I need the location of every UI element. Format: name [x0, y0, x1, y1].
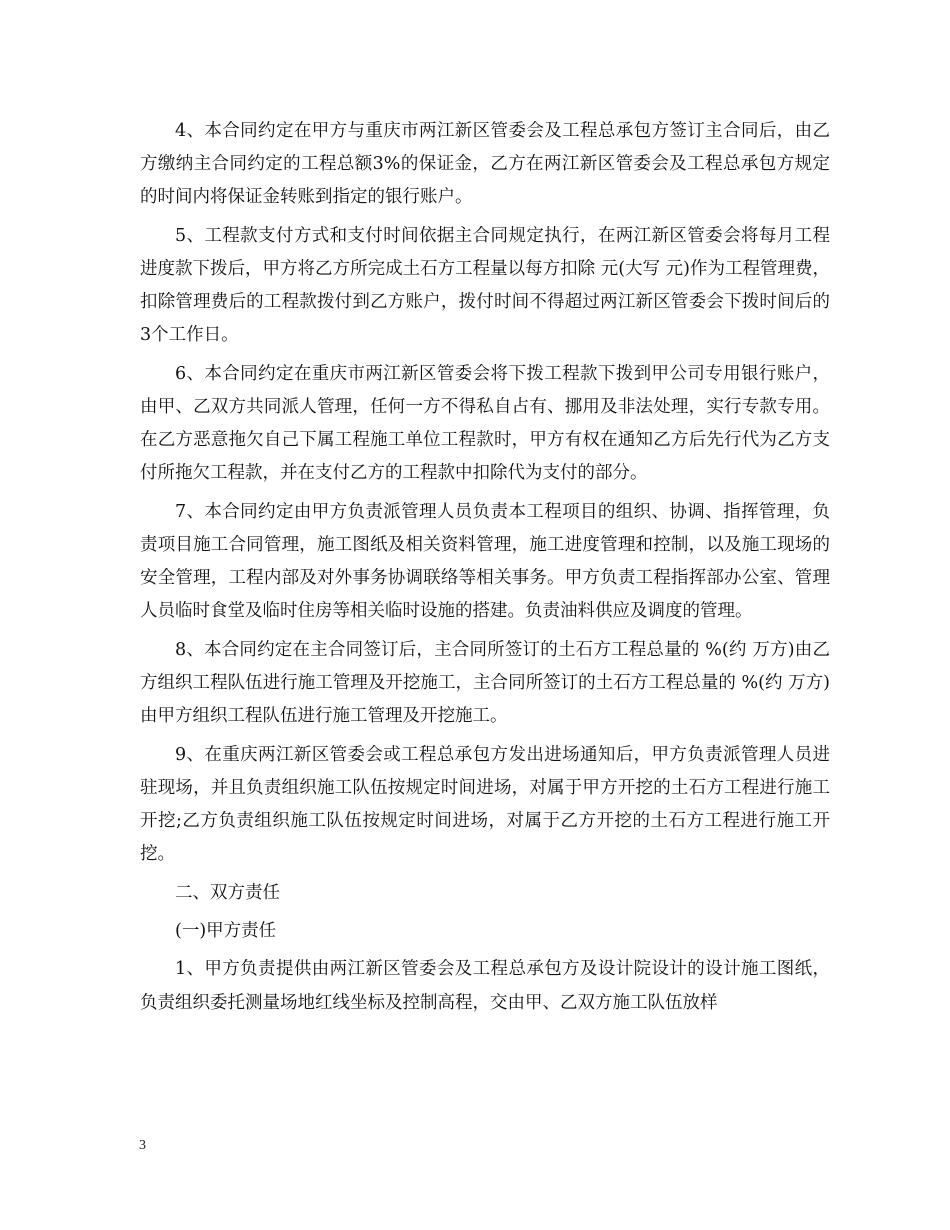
paragraph-clause-9: 9、在重庆两江新区管委会或工程总承包方发出进场通知后，甲方负责派管理人员进驻现场，并且负责组织施工队伍按规定时间进场，对属于甲方开挖的土石方工程进行施工开挖;乙方负责组织施工队伍按规定时间进场，对属于乙方开挖的土石方工程进行施工开挖。: [140, 744, 830, 865]
paragraph-clause-4: 4、本合同约定在甲方与重庆市两江新区管委会及工程总承包方签订主合同后，由乙方缴纳主合同约定的工程总额3%的保证金，乙方在两江新区管委会及工程总承包方规定的时间内将保证金转账到指定的银行账户。: [140, 121, 830, 208]
paragraph-clause-5: 5、工程款支付方式和支付时间依据主合同规定执行，在两江新区管委会将每月工程进度款下拨后，甲方将乙方所完成土石方工程量以每方扣除 元(大写 元)作为工程管理费，扣除管理费后的工程款拨付到乙方账户，拨付时间不得超过两江新区管委会下拨时间后的3个工作日。: [140, 225, 830, 346]
subsection-heading-party-a: (一)甲方责任: [175, 920, 277, 941]
paragraph-clause-7: 7、本合同约定由甲方负责派管理人员负责本工程项目的组织、协调、指挥管理，负责项目施工合同管理，施工图纸及相关资料管理，施工进度管理和控制，以及施工现场的安全管理，工程内部及对外事务协调联络等相关事务。甲方负责工程指挥部办公室、管理人员临时食堂及临时住房等相关临时设施的搭建。负责油料供应及调度的管理。: [140, 501, 830, 622]
section-heading-responsibilities: 二、双方责任: [175, 882, 280, 903]
paragraph-party-a-clause-1: 1、甲方负责提供由两江新区管委会及工程总承包方及设计院设计的设计施工图纸，负责组织委托测量场地红线坐标及控制高程，交由甲、乙双方施工队伍放样: [140, 959, 830, 1013]
paragraph-clause-6: 6、本合同约定在重庆市两江新区管委会将下拨工程款下拨到甲公司专用银行账户，由甲、乙双方共同派人管理，任何一方不得私自占有、挪用及非法处理，实行专款专用。在乙方恶意拖欠自己下属工程施工单位工程款时，甲方有权在通知乙方后先行代为乙方支付所拖欠工程款，并在支付乙方的工程款中扣除代为支付的部分。: [140, 363, 830, 484]
page-number: 3: [139, 1138, 146, 1153]
paragraph-clause-8: 8、本合同约定在主合同签订后，主合同所签订的土石方工程总量的 %(约 万方)由乙方组织工程队伍进行施工管理及开挖施工，主合同所签订的土石方工程总量的 %(约 万方)由甲方组织工程队伍进行施工管理及开挖施工。: [140, 639, 830, 727]
document-body: [140, 115, 830, 1025]
